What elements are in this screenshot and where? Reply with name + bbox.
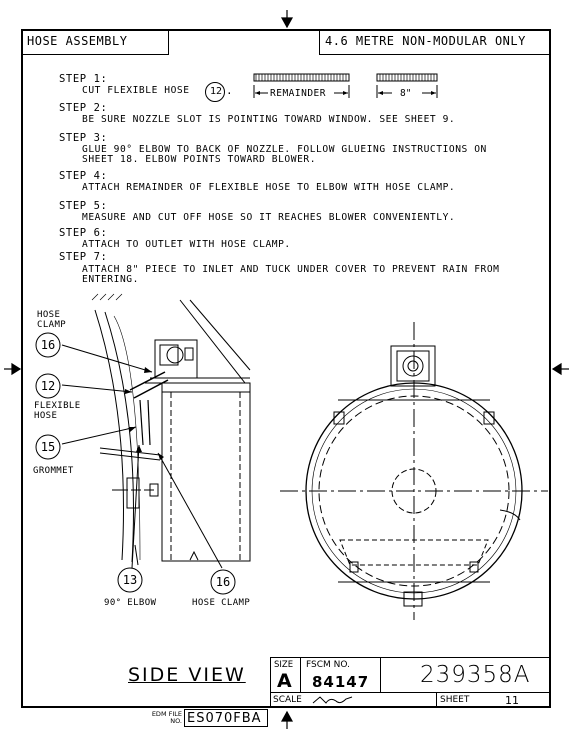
step-3-line-2: SHEET 18. ELBOW POINTS TOWARD BLOWER. <box>82 154 317 165</box>
step-7-line-1: ATTACH 8" PIECE TO INLET AND TUCK UNDER COVER TO PREVENT RAIN FROM <box>82 264 500 275</box>
hose-clamp-label-bottom: HOSE CLAMP <box>192 598 251 608</box>
elbow-label: 90° ELBOW <box>104 598 157 608</box>
step-6-line-1: ATTACH TO OUTLET WITH HOSE CLAMP. <box>82 239 291 250</box>
callout-16-bottom: 16 <box>215 575 231 589</box>
eight-inch-label: 8" <box>400 88 412 99</box>
step-4-heading: STEP 4: <box>59 170 108 182</box>
step-5-heading: STEP 5: <box>59 200 108 212</box>
step-6-heading: STEP 6: <box>59 227 108 239</box>
step-1-period: . <box>226 84 233 97</box>
fscm-label: FSCM NO. <box>306 660 350 670</box>
step-1-heading: STEP 1: <box>59 73 108 85</box>
header-right-title: 4.6 METRE NON-MODULAR ONLY <box>319 29 551 55</box>
size-label: SIZE <box>274 660 294 670</box>
drawing-number: 239358A <box>420 662 531 688</box>
flexible-hose-label: FLEXIBLE HOSE <box>34 401 81 421</box>
scale-label: SCALE <box>273 695 302 705</box>
sheet-label: SHEET <box>440 695 470 705</box>
step-4-line-1: ATTACH REMAINDER OF FLEXIBLE HOSE TO ELBOW WITH HOSE CLAMP. <box>82 182 456 193</box>
file-label: EDM FILE NO. <box>151 710 182 725</box>
step-2-line-1: BE SURE NOZZLE SLOT IS POINTING TOWARD WINDOW. SEE SHEET 9. <box>82 114 456 125</box>
step-5-line-1: MEASURE AND CUT OFF HOSE SO IT REACHES BLOWER CONVENIENTLY. <box>82 212 456 223</box>
step-3-heading: STEP 3: <box>59 132 108 144</box>
step-2-heading: STEP 2: <box>59 102 108 114</box>
view-title: SIDE VIEW <box>128 664 246 686</box>
step-3-line-1: GLUE 90° ELBOW TO BACK OF NOZZLE. FOLLOW GLUEING INSTRUCTIONS ON <box>82 144 487 155</box>
step-7-line-2: ENTERING. <box>82 274 139 285</box>
remainder-label: REMAINDER <box>270 88 326 99</box>
scale-squiggle <box>310 693 355 707</box>
file-number: ES070FBA <box>187 711 262 726</box>
step-1-callout-number: 12 <box>209 86 223 97</box>
header-left-title: HOSE ASSEMBLY <box>21 29 169 55</box>
sheet-value: 11 <box>505 694 519 707</box>
size-value: A <box>277 670 292 692</box>
hose-clamp-label-top: HOSE CLAMP <box>37 310 67 330</box>
step-7-heading: STEP 7: <box>59 251 108 263</box>
fscm-value: 84147 <box>312 673 370 691</box>
callout-12: 12 <box>40 379 56 393</box>
step-1-line-1: CUT FLEXIBLE HOSE <box>82 85 190 96</box>
callout-13: 13 <box>122 573 138 587</box>
callout-16-top: 16 <box>40 338 56 352</box>
callout-15: 15 <box>40 440 56 454</box>
grommet-label: GROMMET <box>33 466 74 476</box>
